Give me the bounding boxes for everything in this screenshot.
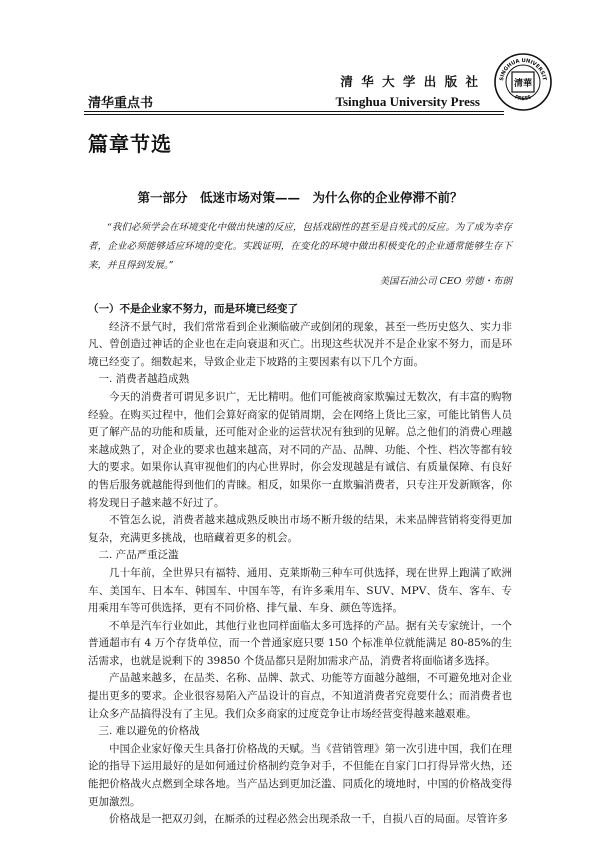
paragraph: 几十年前，全世界只有福特、通用、克莱斯勒三种车可供选择，现在世界上跑满了欧洲车、美国车、日本车、韩国车、中国车等，有许多乘用车、SUV、MPV、货车、客车、专用乘用车等可供选择，更有不同价格、排气量、车身、颜色等选择。 bbox=[88, 566, 512, 615]
series-label: 清华重点书 bbox=[88, 96, 154, 111]
paragraph: 产品越来越多，在品类、名称、品牌、款式、功能等方面越分越细，不可避免地对企业提出更多的要求。企业很容易陷入产品设计的盲点，不知道消费者究竟要什么；而消费者也让众多产品搞得没有了主见。我们众多商家的过度竞争让市场经营变得越来越艰难。 bbox=[88, 672, 512, 720]
section-title: 篇章节选 bbox=[88, 132, 172, 156]
subheading: 二. 产品严重泛滥 bbox=[98, 549, 179, 562]
paragraph: 中国企业家好像天生具备打价格战的天赋。当《营销管理》第一次引进中国，我们在理论的指导下运用最好的是如何通过价格制约竞争对手，不但能在自家门口打得异常火热，还能把价格战火点燃到全球各地。当产品达到更加泛滥、同质化的境地时，中国的价格战变得更加激烈。 bbox=[88, 742, 512, 808]
publisher-name-cn: 清 华 大 学 出 版 社 bbox=[340, 74, 480, 89]
publisher-block bbox=[336, 72, 480, 110]
subheading: 三. 难以避免的价格战 bbox=[98, 725, 200, 738]
part-title: 第一部分 低迷市场对策—— 为什么你的企业停滞不前？ bbox=[137, 190, 463, 205]
header-rule-top bbox=[84, 111, 504, 112]
article-body bbox=[88, 301, 512, 829]
paragraph: 价格战是一把双刃剑，在厮杀的过程必然会出现杀敌一千，自损八百的局面。尽管许多 bbox=[109, 813, 508, 826]
svg-text:清華: 清華 bbox=[513, 79, 533, 89]
svg-text:TSINGHUA UNIVERSITY: SINGHUA UNIVERSIT bbox=[498, 57, 547, 82]
paragraph: 今天的消费者可谓见多识广，无比精明。他们可能被商家欺骗过无数次，有丰富的购物经验。在购买过程中，他们会算好商家的促销周期，会在网络上货比三家，可能比销售人员更了解产品的功能和质量，还可能对企业的运营状况有独到的见解。总之他们的消费心理越来越成熟了，对企业的要求也越来越高，对不同的产品、品牌、功能、个性、档次等都有较大的要求。如果你认真审视他们的内心世界时，你会发现越是有诚信、有质量保障、有良好的售后服务就越能得到他们的青睐。相反，如果你一直欺骗消费者，只专注开发新顾客，你将发现日子越来越不好过了。 bbox=[88, 390, 512, 509]
heading-1: （一）不是企业家不努力，而是环境已经变了 bbox=[88, 303, 298, 315]
publisher-name-en: Tsinghua University Press bbox=[335, 94, 480, 109]
header-rule-bottom bbox=[84, 114, 504, 115]
paragraph: 经济不景气时，我们常常看到企业濒临破产或倒闭的现象，甚至一些历史悠久、实力非凡、曾创造过神话的企业也在走向衰退和灭亡。出现这些状况并不是企业家不努力，而是环境已经变了。细数起来，导致企业走下坡路的主要因素有以下几个方面。 bbox=[88, 320, 512, 368]
paragraph: 不单是汽车行业如此，其他行业也同样面临太多可选择的产品。据有关专家统计，一个普通超市有 4 万个存货单位，而一个普通家庭只要 150 个标准单位就能满足 80-85%的生活需求，也就是说剩下的 39850 个货品都只是附加需求产品，消费者将面临诸多选择。 bbox=[88, 619, 512, 667]
epigraph-quote: “我们必须学会在环境变化中做出快速的反应，包括戏剧性的甚至是自残式的反应。为了成为幸存者，企业必须能够适应环境的变化。实践证明，在变化的环境中做出积极变化的企业通常能够生存下来，并且得到发展。” bbox=[88, 222, 512, 271]
subheading: 一. 消费者越趋成熟 bbox=[98, 373, 190, 386]
quote-attribution: 美国石油公司 CEO 劳德・布朗 bbox=[379, 276, 512, 287]
svg-text:PRESS: PRESS bbox=[513, 94, 533, 103]
publisher-seal-logo bbox=[493, 52, 553, 112]
paragraph: 不管怎么说，消费者越来越成熟反映出市场不断升级的结果，未来品牌营销将变得更加复杂，充满更多挑战，也暗藏着更多的机会。 bbox=[88, 514, 512, 544]
